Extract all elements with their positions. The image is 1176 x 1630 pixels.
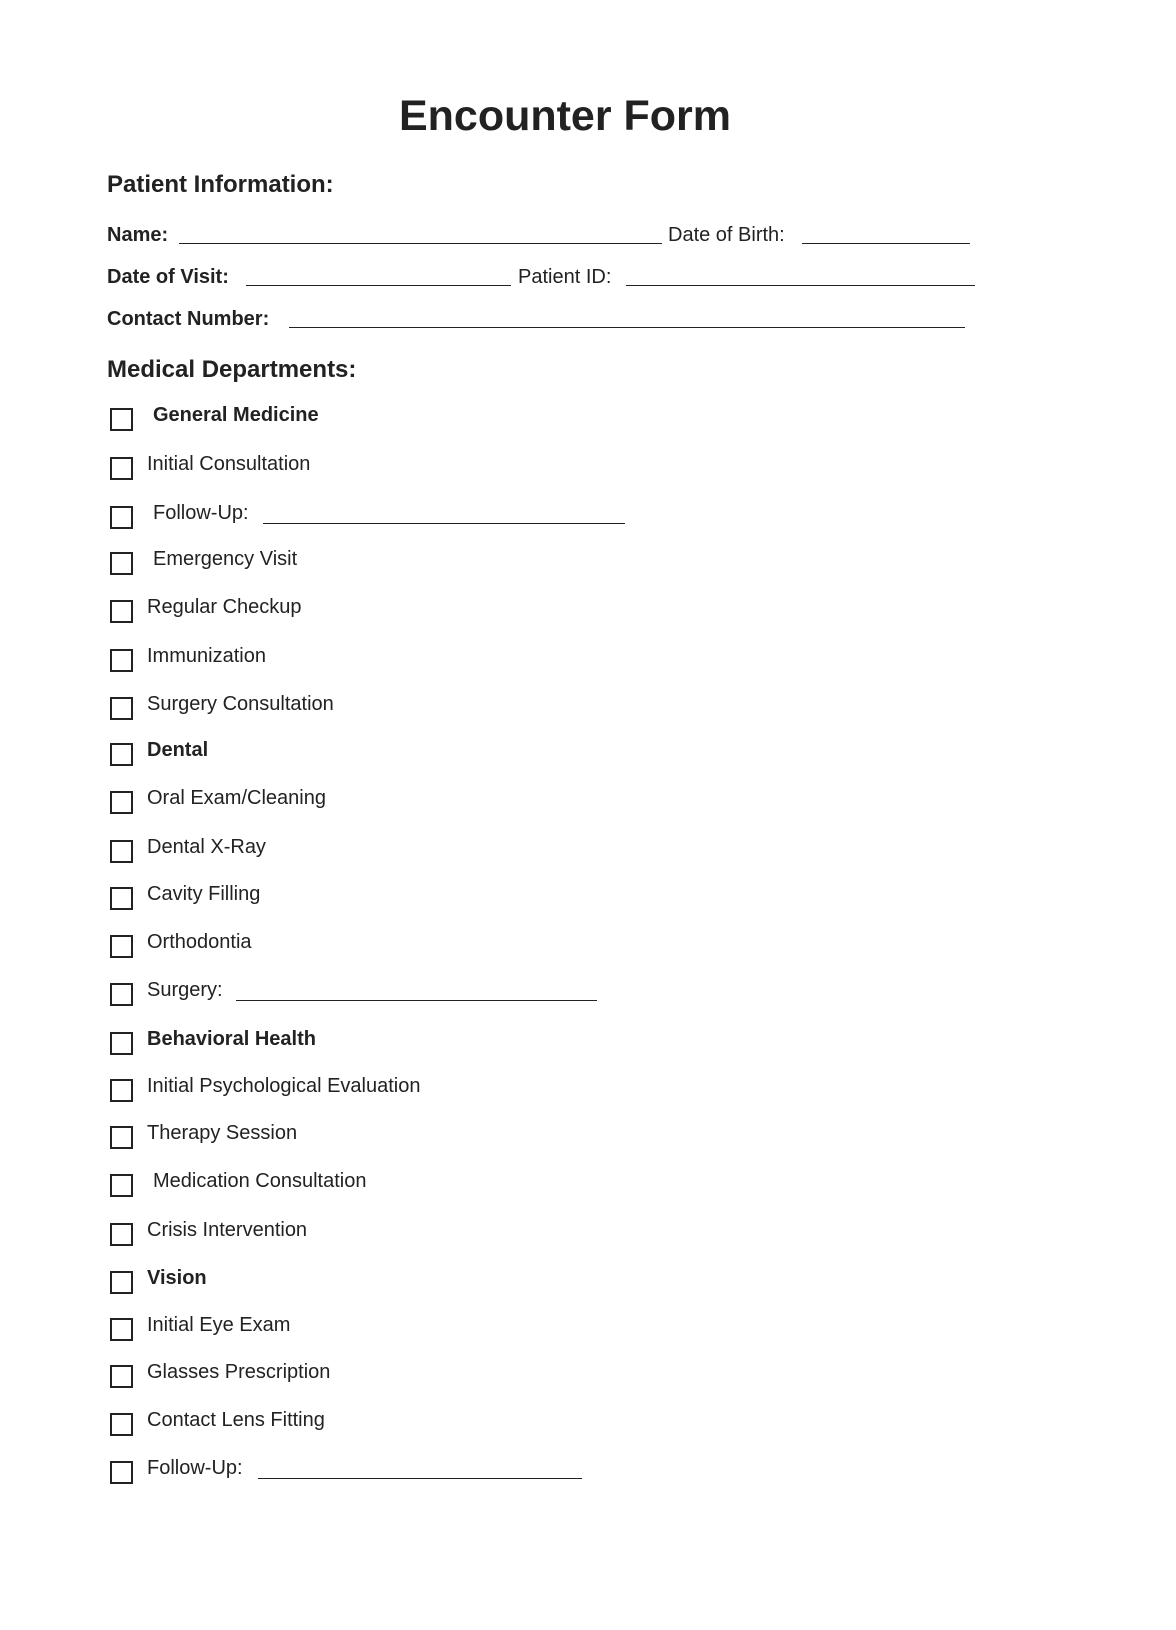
- checklist-item-label: Surgery Consultation: [147, 693, 334, 715]
- checklist-item-label: Contact Lens Fitting: [147, 1409, 325, 1431]
- patient-id-field[interactable]: [626, 285, 975, 286]
- dob-field[interactable]: [802, 243, 970, 244]
- department-category-label: General Medicine: [153, 404, 319, 426]
- checkbox[interactable]: [110, 983, 133, 1006]
- patient-id-label: Patient ID:: [518, 266, 612, 288]
- checkbox[interactable]: [110, 1271, 133, 1294]
- department-category-label: Dental: [147, 739, 209, 761]
- checklist-item-label: Follow-Up:: [153, 502, 249, 524]
- checkbox[interactable]: [110, 457, 133, 480]
- checkbox[interactable]: [110, 506, 133, 529]
- contact-number-field[interactable]: [289, 327, 965, 328]
- checklist-item-label: Therapy Session: [147, 1122, 298, 1144]
- checklist-item-label: Initial Eye Exam: [147, 1314, 291, 1336]
- checklist-item-label: Crisis Intervention: [147, 1219, 308, 1241]
- page-title: Encounter Form: [398, 92, 732, 140]
- name-field[interactable]: [179, 243, 662, 244]
- checkbox[interactable]: [110, 1126, 133, 1149]
- checklist-item-label: Surgery:: [147, 979, 223, 1001]
- department-category-label: Behavioral Health: [147, 1028, 316, 1050]
- checklist-item-label: Emergency Visit: [153, 548, 298, 570]
- checklist-item-label: Dental X-Ray: [147, 836, 266, 858]
- visit-date-field[interactable]: [246, 285, 511, 286]
- checklist-item-label: Medication Consultation: [153, 1170, 367, 1192]
- checkbox[interactable]: [110, 1032, 133, 1055]
- checkbox[interactable]: [110, 935, 133, 958]
- checkbox[interactable]: [110, 552, 133, 575]
- blank-field[interactable]: [258, 1478, 582, 1479]
- checkbox[interactable]: [110, 649, 133, 672]
- blank-field[interactable]: [263, 523, 625, 524]
- contact-number-label: Contact Number:: [107, 308, 270, 330]
- checkbox[interactable]: [110, 840, 133, 863]
- checkbox[interactable]: [110, 1079, 133, 1102]
- checklist-item-label: Follow-Up:: [147, 1457, 243, 1479]
- patient-information-heading: Patient Information:: [107, 171, 334, 198]
- checklist-item-label: Regular Checkup: [147, 596, 302, 618]
- checklist-item-label: Oral Exam/Cleaning: [147, 787, 326, 809]
- checkbox[interactable]: [110, 1413, 133, 1436]
- checklist-item-label: Glasses Prescription: [147, 1361, 331, 1383]
- checkbox[interactable]: [110, 1461, 133, 1484]
- visit-date-label: Date of Visit:: [107, 266, 229, 288]
- checklist-item-label: Cavity Filling: [147, 883, 261, 905]
- checklist-item-label: Immunization: [147, 645, 266, 667]
- checkbox[interactable]: [110, 791, 133, 814]
- dob-label: Date of Birth:: [668, 224, 785, 246]
- department-category-label: Vision: [147, 1267, 207, 1289]
- checkbox[interactable]: [110, 1365, 133, 1388]
- checkbox[interactable]: [110, 743, 133, 766]
- checkbox[interactable]: [110, 408, 133, 431]
- checkbox[interactable]: [110, 1223, 133, 1246]
- checkbox[interactable]: [110, 697, 133, 720]
- checkbox[interactable]: [110, 1174, 133, 1197]
- checkbox[interactable]: [110, 600, 133, 623]
- checklist-item-label: Orthodontia: [147, 931, 252, 953]
- medical-departments-heading: Medical Departments:: [107, 356, 357, 383]
- checklist-item-label: Initial Consultation: [147, 453, 311, 475]
- blank-field[interactable]: [236, 1000, 597, 1001]
- checklist-item-label: Initial Psychological Evaluation: [147, 1075, 421, 1097]
- checkbox[interactable]: [110, 1318, 133, 1341]
- name-label: Name:: [107, 224, 169, 246]
- checkbox[interactable]: [110, 887, 133, 910]
